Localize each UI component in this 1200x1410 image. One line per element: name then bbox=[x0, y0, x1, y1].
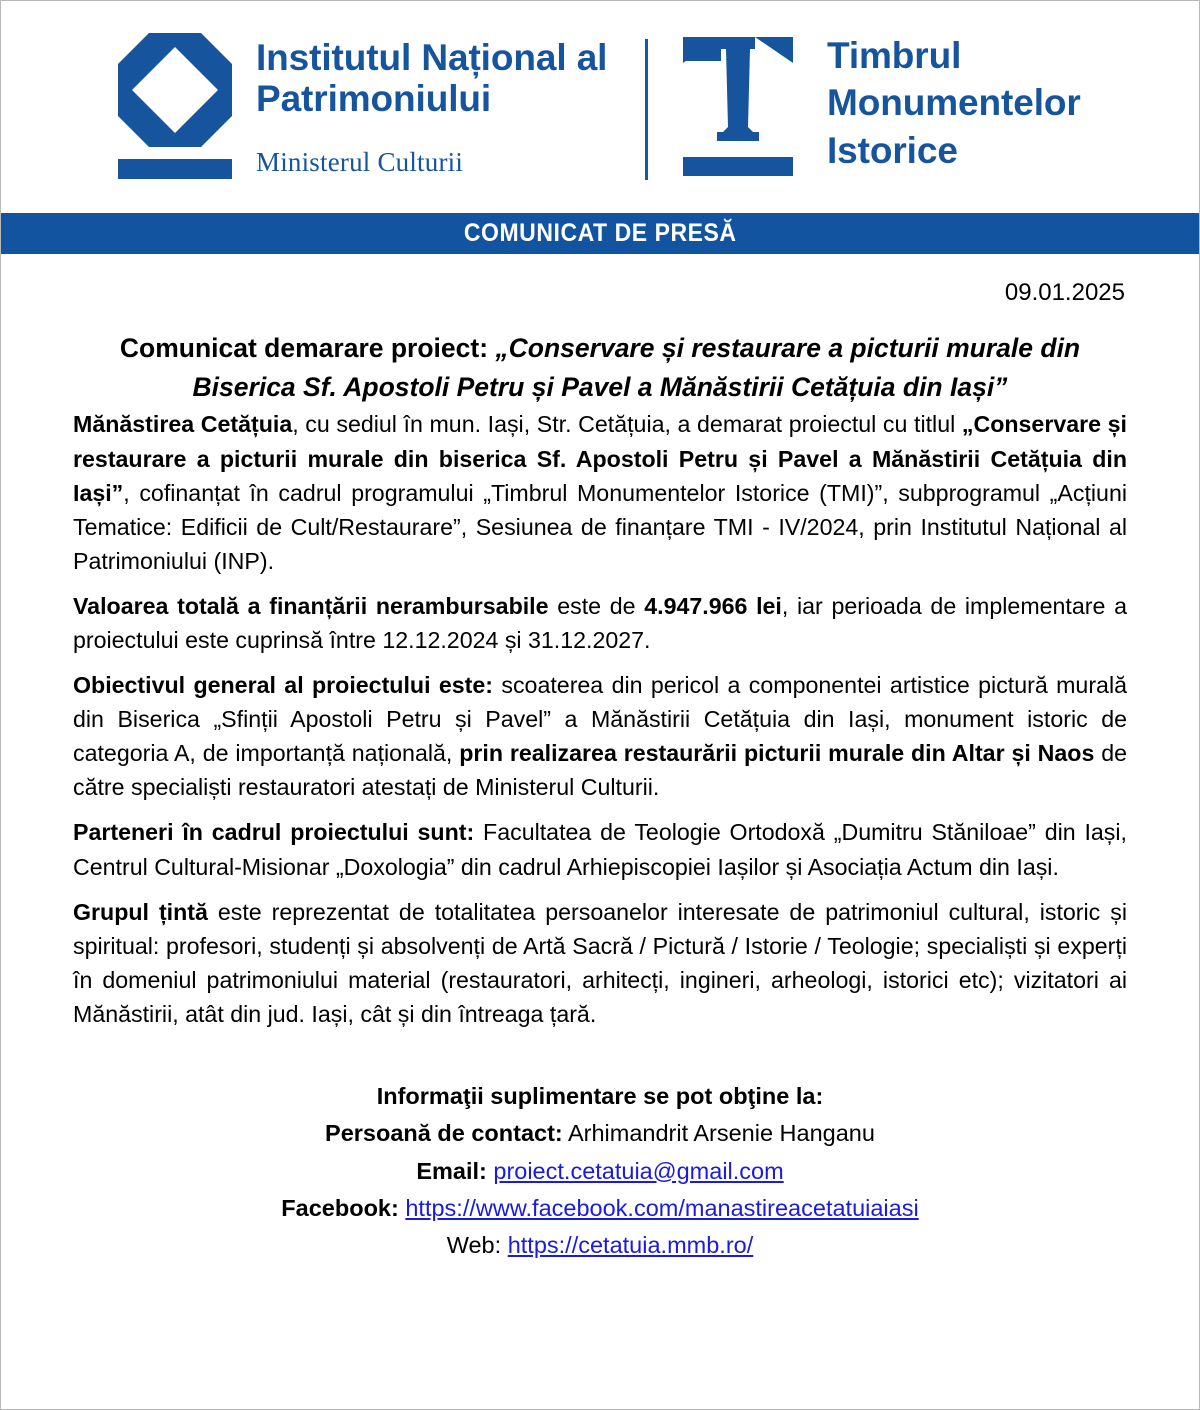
paragraph-funding-run-3: , iar perioada de implementare a proiectului este cuprinsă între 12.12.2024 și 31.12.2027. bbox=[73, 592, 1127, 653]
inp-octagon-logo-icon bbox=[116, 31, 234, 181]
inp-title-line-2: Patrimoniului bbox=[256, 78, 492, 120]
paragraph-intro-run-2: „Conservare și restaurare a picturii murale din biserica Sf. Apostoli Petru și Pavel a Mănăstirii Cetățuia din Iași” bbox=[73, 411, 1127, 506]
web-label: Web: bbox=[446, 1232, 502, 1259]
document-date: 09.01.2025 bbox=[1004, 279, 1125, 306]
footer-contact-row bbox=[73, 1116, 1127, 1151]
document-header bbox=[1, 1, 1199, 213]
banner-label: COMUNICAT DE PRESĂ bbox=[463, 219, 737, 247]
paragraph-intro-run-3: , cofinanțat în cadrul programului „Timbrul Monumentelor Istorice (TMI)”, subprogramul „Acțiuni Tematice: Edificii de Cult/Restaurare”, Sesiunea de finanțare TMI - IV/2024, prin Institutul Național al Patrimoniului (INP). bbox=[73, 479, 1127, 574]
tmi-logo-block bbox=[677, 29, 1081, 181]
footer-email-row bbox=[73, 1154, 1127, 1189]
inp-wordmark bbox=[256, 31, 607, 178]
footer-facebook-row bbox=[73, 1191, 1127, 1226]
paragraph-objective bbox=[73, 668, 1127, 804]
facebook-link[interactable]: https://www.facebook.com/manastireacetatuiaiasi bbox=[405, 1194, 919, 1221]
paragraph-partners bbox=[73, 815, 1127, 883]
header-divider bbox=[645, 39, 648, 180]
paragraph-target-group-run-1: este reprezentat de totalitatea persoanelor interesate de patrimoniul cultural, istoric și spiritual: profesori, studenți și absolvenți de Artă Sacră / Pictură / Istorie / Teologie; specialiști și experți în domeniul patrimoniului material (restauratori, arhitecți, ingineri, arheologi, istorici etc); vizitatori ai Mănăstirii, atât din jud. Iași, cât și din întreaga țară. bbox=[73, 898, 1127, 1027]
contact-person-value: Arhimandrit Arsenie Hanganu bbox=[567, 1120, 875, 1147]
paragraph-intro-run-1: , cu sediul în mun. Iași, Str. Cetățuia, a demarat proiectul cu titlul bbox=[292, 411, 962, 438]
document-title-quoted: „Conservare și restaurare a picturii murale din Biserica Sf. Apostoli Petru și Pavel a Mănăstirii Cetățuia din Iași” bbox=[192, 333, 1081, 403]
email-link[interactable]: proiect.cetatuia@gmail.com bbox=[493, 1157, 784, 1184]
footer-web-row bbox=[73, 1228, 1127, 1263]
tmi-wordmark bbox=[827, 29, 1081, 174]
paragraph-objective-run-2: prin realizarea restaurării picturii murale din Altar și Naos bbox=[459, 740, 1095, 767]
paragraph-funding bbox=[73, 589, 1127, 657]
inp-logo-block bbox=[116, 31, 607, 181]
document-body bbox=[1, 279, 1199, 1263]
paragraph-intro bbox=[73, 407, 1127, 577]
tmi-serif-t-logo-icon bbox=[677, 29, 799, 181]
tmi-title-line-2: Monumentelor bbox=[827, 82, 1081, 124]
document-title-prefix: Comunicat demarare proiect: bbox=[119, 333, 496, 363]
tmi-title-line-3: Istorice bbox=[827, 129, 958, 171]
paragraph-intro-run-0: Mănăstirea Cetățuia bbox=[73, 411, 293, 438]
paragraph-list bbox=[73, 407, 1127, 1031]
footer-heading-text: Informaţii suplimentare se pot obţine la: bbox=[376, 1083, 824, 1110]
paragraph-target-group-run-0: Grupul țintă bbox=[73, 898, 208, 925]
contact-footer bbox=[73, 1079, 1127, 1263]
paragraph-partners-run-1: Facultatea de Teologie Ortodoxă „Dumitru Stăniloae” din Iași, Centrul Cultural-Misionar „Doxologia” din cadrul Arhiepiscopiei Iașilor și Asociația Actum din Iași. bbox=[73, 819, 1127, 880]
paragraph-funding-run-1: este de bbox=[548, 592, 645, 619]
paragraph-funding-run-0: Valoarea totală a finanțării nerambursabile bbox=[73, 592, 549, 619]
email-label: Email: bbox=[416, 1157, 487, 1184]
paragraph-target-group bbox=[73, 895, 1127, 1031]
paragraph-objective-run-0: Obiectivul general al proiectului este: bbox=[73, 672, 494, 699]
press-release-banner bbox=[1, 213, 1199, 254]
inp-title-line-1: Institutul Național al bbox=[256, 37, 608, 78]
contact-person-label: Persoană de contact: bbox=[325, 1120, 563, 1147]
paragraph-funding-run-2: 4.947.966 lei bbox=[644, 592, 782, 619]
footer-heading bbox=[73, 1079, 1127, 1114]
facebook-label: Facebook: bbox=[281, 1194, 399, 1221]
inp-subtitle: Ministerul Culturii bbox=[256, 146, 464, 177]
paragraph-objective-run-1: scoaterea din pericol a componentei artistice pictură murală din Biserica „Sfinții Apostoli Petru și Pavel” a Mănăstirii Cetățuia din Iași, monument istoric de categoria A, de importanță națională, bbox=[73, 672, 1127, 767]
web-link[interactable]: https://cetatuia.mmb.ro/ bbox=[507, 1232, 754, 1259]
paragraph-objective-run-3: de către specialiști restauratori atestați de Ministerul Culturii. bbox=[73, 740, 1127, 801]
document-title bbox=[73, 329, 1127, 407]
tmi-title-line-1: Timbrul bbox=[827, 35, 962, 76]
paragraph-partners-run-0: Parteneri în cadrul proiectului sunt: bbox=[73, 819, 475, 846]
